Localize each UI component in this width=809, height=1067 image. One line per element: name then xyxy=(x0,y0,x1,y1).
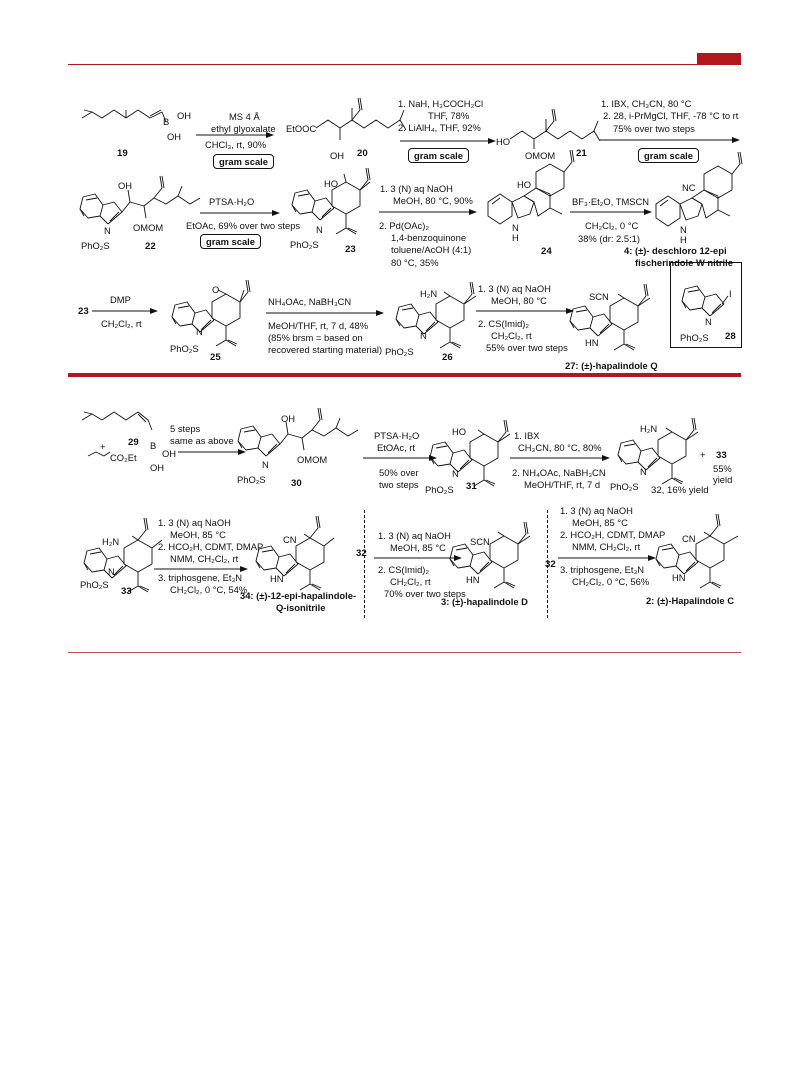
compound-2-structure xyxy=(646,506,756,596)
r14-cond-3: 2. CS(Imid)₂ xyxy=(378,564,430,575)
atom-pho2s-25: PhO₂S xyxy=(170,343,199,354)
r11-cond-2: EtOAc, rt xyxy=(377,442,416,453)
label-4-line2: fischerindole W nitrile xyxy=(635,257,733,268)
compound-30-structure xyxy=(230,400,380,480)
atom-n-32: N xyxy=(640,466,647,477)
label-32-row5a: 32 xyxy=(356,548,367,559)
atom-b-29: B xyxy=(150,440,157,451)
r13-cond-2: MeOH, 85 °C xyxy=(170,529,226,540)
r10-cond-1: 5 steps xyxy=(170,423,201,434)
r5-cond-3: 2. Pd(OAc)₂ xyxy=(379,220,430,231)
r10-cond-2: same as above xyxy=(170,435,234,446)
compound-21-structure xyxy=(510,95,610,155)
atom-pho2s-30: PhO₂S xyxy=(237,474,266,485)
label-34-line2: Q-isonitrile xyxy=(276,602,326,613)
r8-cond-1: NH₄OAc, NaBH₃CN xyxy=(268,296,352,307)
label-26: 26 xyxy=(442,352,453,363)
r12-cond-3: 2. NH₄OAc, NaBH₃CN xyxy=(512,467,606,478)
atom-oh-22: OH xyxy=(118,180,133,191)
atom-h2n-32: H₂N xyxy=(640,423,658,434)
label-34-line1: 34: (±)-12-epi-hapalindole- xyxy=(240,590,357,601)
atom-omom-30: OMOM xyxy=(297,454,328,465)
arrow-r1-2 xyxy=(400,137,500,145)
atom-hn-2: HN xyxy=(672,572,686,583)
atom-n-4: N xyxy=(680,224,687,235)
r13-cond-4: NMM, CH₂Cl₂, rt xyxy=(170,553,239,564)
section-divider xyxy=(68,373,741,377)
r15-cond-1: 1. 3 (N) aq NaOH xyxy=(560,505,633,516)
r7-cond-1: DMP xyxy=(110,294,131,305)
gram-scale-box-2: gram scale xyxy=(408,148,469,163)
r3-cond-2: 2. 28, i-PrMgCl, THF, -78 °C to rt xyxy=(603,110,739,121)
atom-n-25: N xyxy=(196,326,203,337)
atom-oh-19a: OH xyxy=(177,110,192,121)
label-24: 24 xyxy=(541,246,552,257)
label-28: 28 xyxy=(725,331,736,342)
arrow-r2-2 xyxy=(379,208,479,216)
compound-4-structure xyxy=(650,168,750,248)
atom-pho2s-28: PhO₂S xyxy=(680,332,709,343)
atom-n-22: N xyxy=(104,225,111,236)
compound-34-structure xyxy=(246,506,356,596)
label-32-row5b: 32 xyxy=(545,559,556,570)
atom-omom-22: OMOM xyxy=(133,222,164,233)
atom-b-19: B xyxy=(163,116,170,127)
label-29: 29 xyxy=(128,437,139,448)
r15-cond-5: 3. triphosgene, Et₃N xyxy=(560,564,645,575)
r2-cond-2: THF, 78% xyxy=(428,110,470,121)
r11-cond-3: 50% over xyxy=(379,467,419,478)
r2-cond-1: 1. NaH, H₃COCH₂Cl xyxy=(398,98,484,109)
r13-cond-5: 3. triphosgene, Et₃N xyxy=(158,572,243,583)
r9-cond-2: MeOH, 80 °C xyxy=(491,295,547,306)
r8-cond-4: recovered starting material) xyxy=(268,344,383,355)
gram-scale-box-1: gram scale xyxy=(213,154,274,169)
atom-ho-23: HO xyxy=(324,178,339,189)
atom-n-33: N xyxy=(108,566,115,577)
atom-cn-34: CN xyxy=(283,534,297,545)
r5-cond-4: 1,4-benzoquinone xyxy=(391,232,467,243)
atom-o-25: O xyxy=(212,284,220,295)
atom-pho2s-22: PhO₂S xyxy=(81,240,110,251)
atom-nc-4: NC xyxy=(682,182,696,193)
r12-cond-4: MeOH/THF, rt, 7 d xyxy=(524,479,601,490)
atom-pho2s-26: PhO₂S xyxy=(385,346,414,357)
r14-cond-5: 70% over two steps xyxy=(384,588,466,599)
atom-pho2s-23: PhO₂S xyxy=(290,239,319,250)
r6-cond-1: BF₃·Et₂O, TMSCN xyxy=(572,196,650,207)
header-rule xyxy=(68,64,741,65)
gram-scale-box-4: gram scale xyxy=(200,234,261,249)
r12-cond-2: CH₃CN, 80 °C, 80% xyxy=(518,442,602,453)
atom-n-28: N xyxy=(705,316,712,327)
r14-cond-2: MeOH, 85 °C xyxy=(390,542,446,553)
atom-hn-3: HN xyxy=(466,574,480,585)
yield-33-word: yield xyxy=(713,474,733,485)
atom-oh-20: OH xyxy=(330,150,345,161)
atom-oh-30: OH xyxy=(281,413,296,424)
r5-cond-6: 80 °C, 35% xyxy=(391,257,439,268)
arrow-r5-3 xyxy=(558,554,658,562)
atom-scn-27: SCN xyxy=(589,291,609,302)
arrow-r2-3 xyxy=(570,208,654,216)
header-accent-block xyxy=(697,53,741,64)
label-22: 22 xyxy=(145,241,156,252)
atom-n-31: N xyxy=(452,468,459,479)
atom-hn-27: HN xyxy=(585,337,599,348)
footer-rule xyxy=(68,652,741,653)
r9-cond-3: 2. CS(Imid)₂ xyxy=(478,318,530,329)
label-3: 3: (±)-hapalindole D xyxy=(441,596,528,607)
r1-cond-3: CHCl₃, rt, 90% xyxy=(205,139,267,150)
r2-cond-3: 2. LiAlH₄, THF, 92% xyxy=(398,122,481,133)
arrow-r1-1 xyxy=(196,131,276,139)
r6-cond-2: CH₂Cl₂, 0 °C xyxy=(585,220,639,231)
label-23: 23 xyxy=(345,244,356,255)
r9-cond-5: 55% over two steps xyxy=(486,342,568,353)
label-33: 33 xyxy=(121,586,132,597)
plus-33: + xyxy=(700,449,706,460)
arrow-r1-3 xyxy=(600,136,744,144)
atom-etooc-20: EtOOC xyxy=(286,123,317,134)
r11-cond-1: PTSA·H₂O xyxy=(374,430,420,441)
atom-hn-34: HN xyxy=(270,573,284,584)
atom-cn-2: CN xyxy=(682,533,696,544)
label-21: 21 xyxy=(576,148,587,159)
compound-28-structure xyxy=(680,270,740,340)
label-25: 25 xyxy=(210,352,221,363)
atom-oh-19b: OH xyxy=(167,131,182,142)
compound-32-structure xyxy=(608,398,718,488)
r15-cond-6: CH₂Cl₂, 0 °C, 56% xyxy=(572,576,650,587)
label-32-yield: 32, 16% yield xyxy=(651,485,709,496)
atom-pho2s-32: PhO₂S xyxy=(610,481,639,492)
r8-cond-3: (85% brsm = based on xyxy=(268,332,363,343)
r15-cond-3: 2. HCO₂H, CDMT, DMAP xyxy=(560,529,666,540)
r15-cond-4: NMM, CH₂Cl₂, rt xyxy=(572,541,641,552)
label-30: 30 xyxy=(291,478,302,489)
arrow-r4-3 xyxy=(510,454,612,462)
label-31: 31 xyxy=(466,481,477,492)
atom-n-23: N xyxy=(316,224,323,235)
label-27: 27: (±)-hapalindole Q xyxy=(565,360,658,371)
r13-cond-6: CH₂Cl₂, 0 °C, 54% xyxy=(170,584,248,595)
label-4-line1: 4: (±)- deschloro 12-epi xyxy=(624,245,727,256)
r9-cond-4: CH₂Cl₂, rt xyxy=(491,330,532,341)
r13-cond-1: 1. 3 (N) aq NaOH xyxy=(158,517,231,528)
label-19: 19 xyxy=(117,148,128,159)
r6-cond-3: 38% (dr: 2.5:1) xyxy=(578,233,641,244)
atom-i-28: I xyxy=(729,288,732,299)
atom-ho-21: HO xyxy=(496,136,511,147)
compound-22-structure xyxy=(70,170,210,250)
atom-co2et: CO₂Et xyxy=(110,452,137,463)
arrow-r2-1 xyxy=(200,209,280,217)
r5-cond-5: toluene/AcOH (4:1) xyxy=(391,244,472,255)
atom-oh-29a: OH xyxy=(162,448,177,459)
r1-cond-1: MS 4 Å xyxy=(229,111,260,122)
r1-cond-2: ethyl glyoxalate xyxy=(211,123,276,134)
label-23-row3: 23 xyxy=(78,306,89,317)
r14-cond-1: 1. 3 (N) aq NaOH xyxy=(378,530,451,541)
atom-oh-29b: OH xyxy=(150,462,165,473)
r11-cond-4: two steps xyxy=(379,479,419,490)
atom-h-4: H xyxy=(680,234,687,245)
r4-cond-1: PTSA·H₂O xyxy=(209,196,255,207)
r9-cond-1: 1. 3 (N) aq NaOH xyxy=(478,283,551,294)
compound-23-structure xyxy=(290,168,390,248)
label-2: 2: (±)-Hapalindole C xyxy=(646,595,734,606)
label-20: 20 xyxy=(357,148,368,159)
compound-3-structure xyxy=(440,506,550,596)
r15-cond-2: MeOH, 85 °C xyxy=(572,517,628,528)
atom-h2n-33: H₂N xyxy=(102,536,120,547)
label-33-row4: 33 xyxy=(716,450,727,461)
gram-scale-box-3: gram scale xyxy=(638,148,699,163)
arrow-r3-2 xyxy=(266,309,386,317)
r7-cond-2: CH₂Cl₂, rt xyxy=(101,318,142,329)
r14-cond-4: CH₂Cl₂, rt xyxy=(390,576,431,587)
r8-cond-2: MeOH/THF, rt, 7 d, 48% xyxy=(268,320,369,331)
r3-cond-1: 1. IBX, CH₃CN, 80 °C xyxy=(601,98,692,109)
r5-cond-2: MeOH, 80 °C, 90% xyxy=(393,195,473,206)
atom-pho2s-33: PhO₂S xyxy=(80,579,109,590)
atom-n-26: N xyxy=(420,330,427,341)
atom-ho-31: HO xyxy=(452,426,467,437)
yield-33-value: 55% xyxy=(713,463,732,474)
atom-h-24: H xyxy=(512,232,519,243)
r5-cond-1: 1. 3 (N) aq NaOH xyxy=(380,183,453,194)
plus-29: + xyxy=(100,441,106,452)
r3-cond-3: 75% over two steps xyxy=(613,123,695,134)
atom-n-30: N xyxy=(262,459,269,470)
atom-pho2s-31: PhO₂S xyxy=(425,484,454,495)
atom-n-24: N xyxy=(512,222,519,233)
arrow-r3-1 xyxy=(92,307,160,315)
r13-cond-3: 2. HCO₂H, CDMT, DMAP xyxy=(158,541,264,552)
atom-h2n-26: H₂N xyxy=(420,288,438,299)
atom-omom-21: OMOM xyxy=(525,150,556,161)
dashed-divider-1 xyxy=(364,510,365,618)
compound-27-structure xyxy=(560,268,670,358)
compound-19-structure xyxy=(82,100,182,160)
r12-cond-1: 1. IBX xyxy=(514,430,540,441)
r4-cond-2: EtOAc, 69% over two steps xyxy=(186,220,301,231)
atom-scn-3: SCN xyxy=(470,536,490,547)
atom-ho-24: HO xyxy=(517,179,532,190)
